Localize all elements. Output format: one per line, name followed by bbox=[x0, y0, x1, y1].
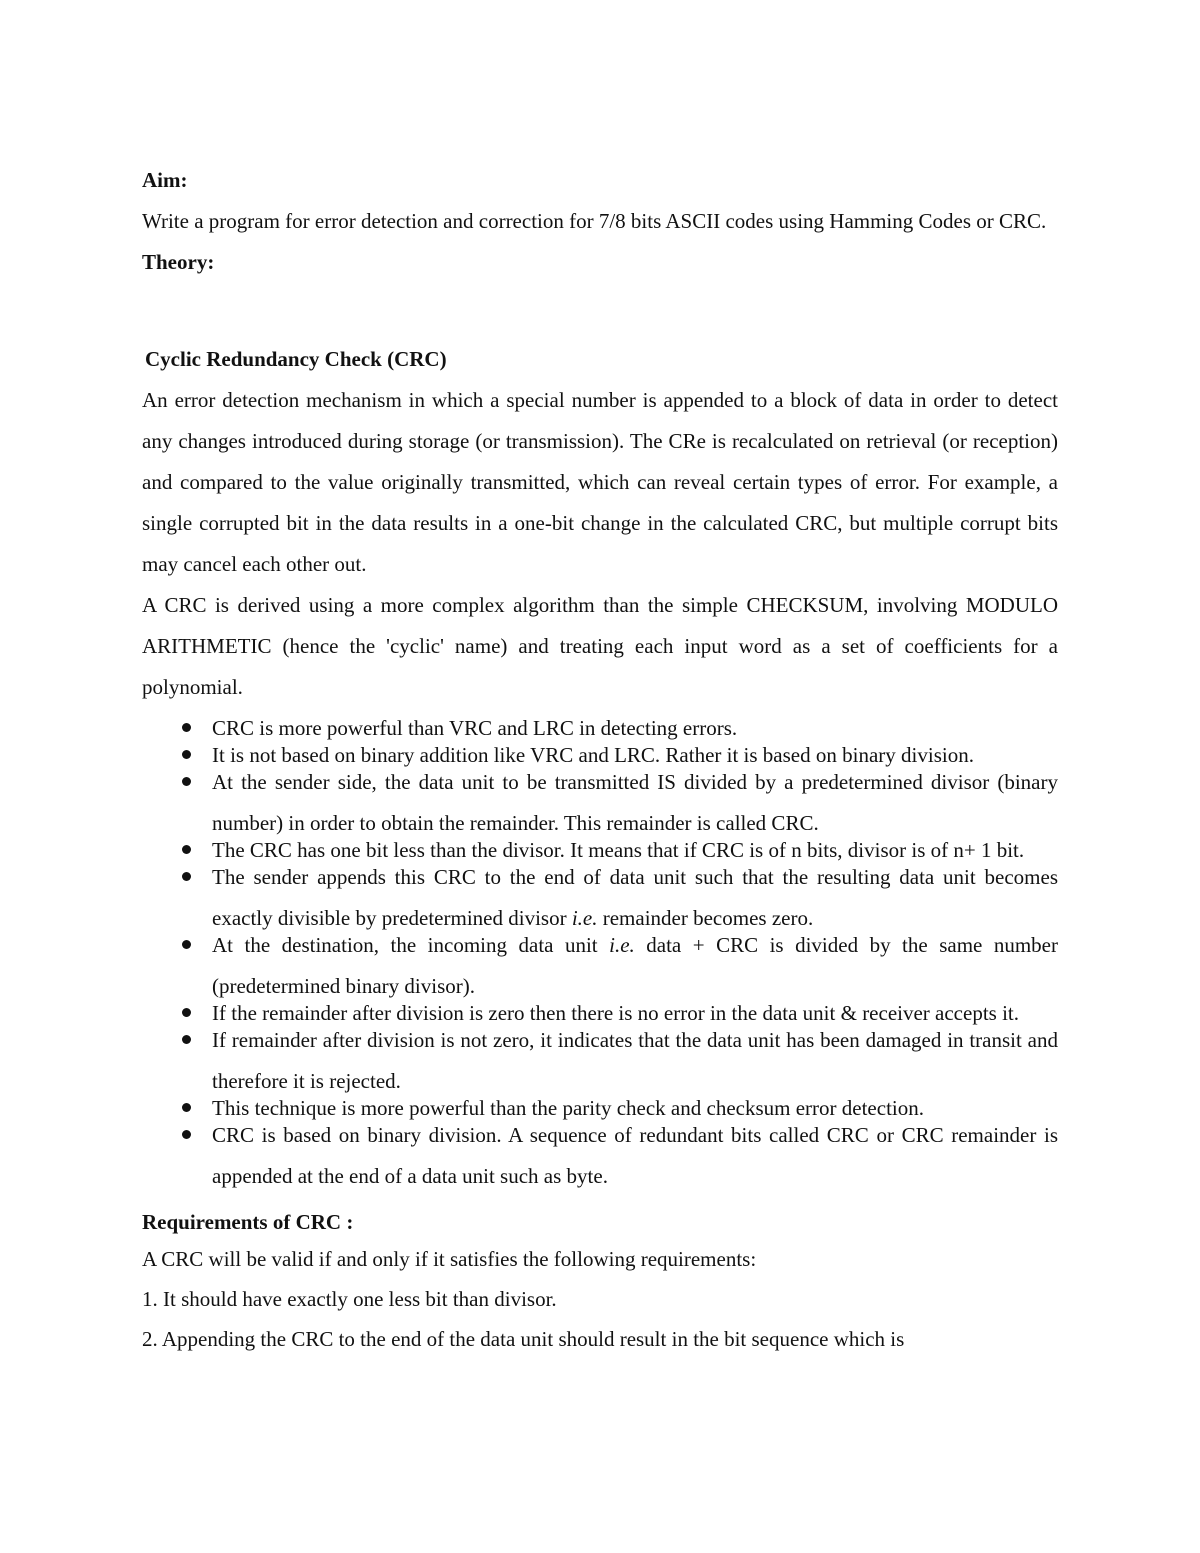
requirements-section bbox=[142, 1205, 1058, 1359]
crc-paragraph-1: An error detection mechanism in which a special number is appended to a block of data in order to detect any changes introduced during storage (or transmission). The CRe is recalculated on retrieval (or reception) and compared to the value originally transmitted, which can reveal certain types of error. For example, a single corrupted bit in the data results in a one-bit change in the calculated CRC, but multiple corrupt bits may cancel each other out. bbox=[142, 388, 1058, 576]
bullet-icon bbox=[182, 750, 191, 759]
list-item-text: At the destination, the incoming data unit i.e. data + CRC is divided by the same number (predetermined binary divisor). bbox=[212, 933, 1058, 998]
requirement-item-2: 2. Appending the CRC to the end of the data unit should result in the bit sequence which is bbox=[142, 1327, 905, 1351]
requirement-item-1: 1. It should have exactly one less bit than divisor. bbox=[142, 1287, 557, 1311]
crc-heading: Cyclic Redundancy Check (CRC) bbox=[145, 347, 447, 371]
bullet-icon bbox=[182, 777, 191, 786]
bullet-icon bbox=[182, 723, 191, 732]
crc-bullet-list bbox=[142, 708, 1058, 1197]
requirements-heading: Requirements of CRC : bbox=[142, 1210, 354, 1234]
bullet-icon bbox=[182, 1103, 191, 1112]
bullet-icon bbox=[182, 1008, 191, 1017]
list-item-text: CRC is based on binary division. A sequence of redundant bits called CRC or CRC remainder is appended at the end of a data unit such as byte. bbox=[212, 1123, 1058, 1188]
bullet-icon bbox=[182, 940, 191, 949]
list-item-text: If the remainder after division is zero then there is no error in the data unit & receiver accepts it. bbox=[212, 1001, 1020, 1025]
list-item-text: CRC is more powerful than VRC and LRC in detecting errors. bbox=[212, 716, 738, 740]
theory-heading: Theory: bbox=[142, 250, 215, 274]
aim-heading: Aim: bbox=[142, 168, 188, 192]
bullet-icon bbox=[182, 1130, 191, 1139]
list-item bbox=[142, 1115, 1058, 1197]
list-item-text: The sender appends this CRC to the end of data unit such that the resulting data unit becomes exactly divisible by predetermined divisor i.e. remainder becomes zero. bbox=[212, 865, 1058, 930]
document-content bbox=[142, 160, 1058, 1359]
bullet-icon bbox=[182, 845, 191, 854]
list-item-text: If remainder after division is not zero, it indicates that the data unit has been damaged in transit and therefore it is rejected. bbox=[212, 1028, 1058, 1093]
requirements-intro: A CRC will be valid if and only if it satisfies the following requirements: bbox=[142, 1247, 757, 1271]
bullet-icon bbox=[182, 872, 191, 881]
list-item-text: This technique is more powerful than the parity check and checksum error detection. bbox=[212, 1096, 924, 1120]
crc-paragraph-2: A CRC is derived using a more complex algorithm than the simple CHECKSUM, involving MODULO ARITHMETIC (hence the 'cyclic' name) and treating each input word as a set of coefficients for a polynomial. bbox=[142, 593, 1058, 699]
aim-text: Write a program for error detection and correction for 7/8 bits ASCII codes using Hamming Codes or CRC. bbox=[142, 209, 1047, 233]
list-item-text: At the sender side, the data unit to be transmitted IS divided by a predetermined divisor (binary number) in order to obtain the remainder. This remainder is called CRC. bbox=[212, 770, 1058, 835]
bullet-icon bbox=[182, 1035, 191, 1044]
list-item-text: It is not based on binary addition like VRC and LRC. Rather it is based on binary division. bbox=[212, 743, 974, 767]
list-item-text: The CRC has one bit less than the divisor. It means that if CRC is of n bits, divisor is of n+ 1 bit. bbox=[212, 838, 1025, 862]
